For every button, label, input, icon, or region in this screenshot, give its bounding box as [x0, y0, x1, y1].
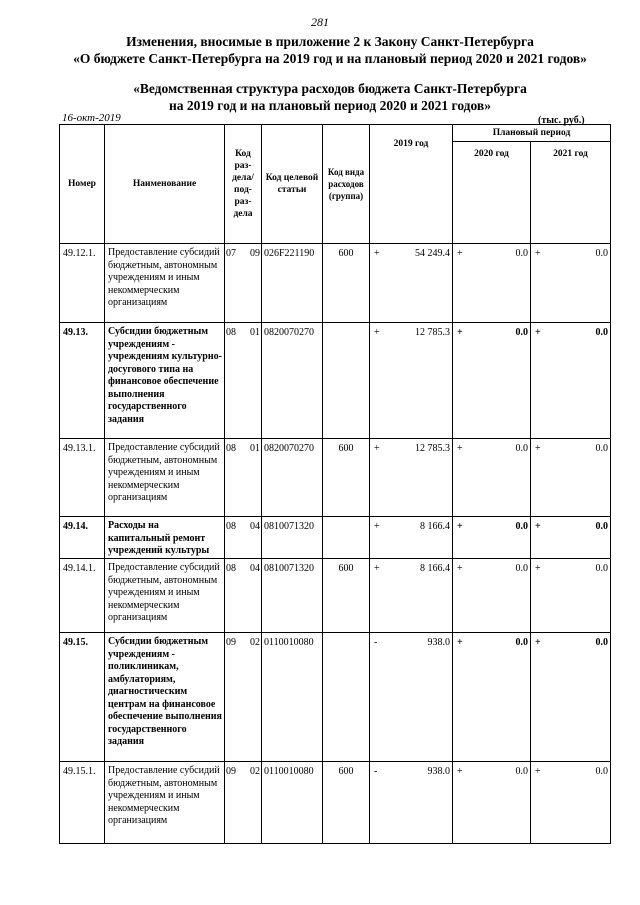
subsection-code: 01	[250, 443, 260, 454]
title-line-2: «О бюджете Санкт-Петербурга на 2019 год и на плановый период 2020 и 2021 годов»	[73, 51, 587, 66]
value-2021: 0.0	[595, 248, 608, 259]
row-2020-amount	[453, 762, 531, 844]
section-code: 08	[226, 563, 236, 574]
sign-2020: +	[457, 563, 463, 574]
value-2021: 0.0	[595, 563, 608, 574]
row-2019-amount	[370, 244, 453, 323]
row-section-code	[225, 439, 262, 517]
col-number-header: Номер	[60, 125, 105, 244]
sign-2019: +	[374, 327, 380, 338]
sign-2021: +	[535, 521, 541, 532]
row-2019-amount	[370, 762, 453, 844]
col-name-header: Наименование	[105, 125, 225, 244]
value-2020: 0.0	[515, 766, 528, 777]
value-2019: 12 785.3	[415, 443, 450, 454]
document-date: 16-окт-2019	[62, 112, 121, 124]
sign-2021: +	[535, 443, 541, 454]
value-2019: 938.0	[427, 766, 450, 777]
sign-2020: +	[457, 766, 463, 777]
value-2020: 0.0	[515, 248, 528, 259]
document-subtitle	[20, 80, 640, 114]
row-name: Субсидии бюджетным учреждениям - поликлиникам, амбулаториям, диагностическим центрам на финансовое обеспечение выполнения государственного задания	[105, 633, 225, 762]
subtitle-line-2: на 2019 год и на плановый период 2020 и 2021 годов»	[169, 98, 491, 113]
value-2020: 0.0	[515, 521, 528, 532]
row-type-code: 600	[323, 762, 370, 844]
row-section-code	[225, 762, 262, 844]
sign-2019: +	[374, 563, 380, 574]
sign-2020: +	[457, 443, 463, 454]
section-code: 08	[226, 521, 236, 532]
row-2020-amount	[453, 633, 531, 762]
table-row	[60, 762, 611, 844]
row-2021-amount	[531, 323, 611, 439]
col-type-header: Код вида расходов (группа)	[323, 125, 370, 244]
subsection-code: 01	[250, 327, 260, 338]
value-2019: 12 785.3	[415, 327, 450, 338]
row-2019-amount	[370, 439, 453, 517]
row-target-code: 0810071320	[262, 559, 323, 633]
section-code: 09	[226, 637, 236, 648]
col-2020-header: 2020 год	[453, 142, 531, 244]
row-section-code	[225, 244, 262, 323]
value-2019: 54 249.4	[415, 248, 450, 259]
sign-2019: -	[374, 637, 378, 648]
row-type-code: 600	[323, 559, 370, 633]
section-code: 08	[226, 443, 236, 454]
value-2019: 8 166.4	[420, 521, 450, 532]
row-2020-amount	[453, 439, 531, 517]
row-2020-amount	[453, 517, 531, 559]
row-section-code	[225, 559, 262, 633]
row-2021-amount	[531, 633, 611, 762]
sign-2019: +	[374, 443, 380, 454]
value-2020: 0.0	[515, 327, 528, 338]
value-2020: 0.0	[515, 563, 528, 574]
row-target-code: 026F221190	[262, 244, 323, 323]
row-number: 49.15.	[60, 633, 105, 762]
row-target-code: 0820070270	[262, 439, 323, 517]
sign-2019: +	[374, 248, 380, 259]
sign-2021: +	[535, 637, 541, 648]
row-2020-amount	[453, 559, 531, 633]
value-2021: 0.0	[595, 327, 608, 338]
page-number: 281	[311, 15, 329, 29]
row-target-code: 0110010080	[262, 762, 323, 844]
row-2021-amount	[531, 517, 611, 559]
value-2020: 0.0	[515, 637, 528, 648]
value-2019: 8 166.4	[420, 563, 450, 574]
value-2021: 0.0	[595, 637, 608, 648]
sign-2021: +	[535, 327, 541, 338]
row-2021-amount	[531, 559, 611, 633]
row-2019-amount	[370, 517, 453, 559]
row-number: 49.14.	[60, 517, 105, 559]
sign-2020: +	[457, 327, 463, 338]
col-2019-header: 2019 год	[370, 125, 453, 244]
section-code: 09	[226, 766, 236, 777]
row-2019-amount	[370, 559, 453, 633]
table-body	[60, 244, 611, 844]
sign-2021: +	[535, 766, 541, 777]
row-2020-amount	[453, 323, 531, 439]
row-name: Предоставление субсидий бюджетным, автономным учреждениям и иным некоммерческим организациям	[105, 762, 225, 844]
value-2020: 0.0	[515, 443, 528, 454]
table-row	[60, 517, 611, 559]
row-section-code	[225, 633, 262, 762]
col-section-header: Код раз- дела/ под- раз- дела	[225, 125, 262, 244]
row-section-code	[225, 323, 262, 439]
row-2021-amount	[531, 439, 611, 517]
title-line-1: Изменения, вносимые в приложение 2 к Закону Санкт-Петербурга	[126, 34, 534, 49]
row-2019-amount	[370, 633, 453, 762]
row-type-code: 600	[323, 439, 370, 517]
subsection-code: 04	[250, 521, 260, 532]
col-planned-header: Плановый период	[453, 125, 611, 142]
sign-2020: +	[457, 521, 463, 532]
row-2020-amount	[453, 244, 531, 323]
row-number: 49.15.1.	[60, 762, 105, 844]
row-number: 49.14.1.	[60, 559, 105, 633]
row-target-code: 0820070270	[262, 323, 323, 439]
sign-2021: +	[535, 248, 541, 259]
col-2021-header: 2021 год	[531, 142, 611, 244]
section-code: 07	[226, 248, 236, 259]
row-section-code	[225, 517, 262, 559]
budget-table	[59, 124, 611, 844]
table-row	[60, 439, 611, 517]
sign-2020: +	[457, 248, 463, 259]
subtitle-line-1: «Ведомственная структура расходов бюджета Санкт-Петербурга	[133, 81, 527, 96]
row-type-code	[323, 633, 370, 762]
row-name: Расходы на капитальный ремонт учреждений культуры	[105, 517, 225, 559]
row-type-code	[323, 517, 370, 559]
document-title	[20, 33, 640, 67]
row-target-code: 0810071320	[262, 517, 323, 559]
value-2021: 0.0	[595, 766, 608, 777]
sign-2021: +	[535, 563, 541, 574]
table-row	[60, 633, 611, 762]
subsection-code: 04	[250, 563, 260, 574]
col-target-header: Код целевой статьи	[262, 125, 323, 244]
subsection-code: 09	[250, 248, 260, 259]
row-name: Субсидии бюджетным учреждениям - учреждениям культурно-досугового типа на финансовое обеспечение выполнения государственного задания	[105, 323, 225, 439]
value-2021: 0.0	[595, 443, 608, 454]
subsection-code: 02	[250, 766, 260, 777]
row-number: 49.12.1.	[60, 244, 105, 323]
sign-2019: +	[374, 521, 380, 532]
subsection-code: 02	[250, 637, 260, 648]
row-type-code	[323, 323, 370, 439]
row-2021-amount	[531, 762, 611, 844]
row-name: Предоставление субсидий бюджетным, автономным учреждениям и иным некоммерческим организациям	[105, 439, 225, 517]
sign-2019: -	[374, 766, 378, 777]
row-name: Предоставление субсидий бюджетным, автономным учреждениям и иным некоммерческим организациям	[105, 244, 225, 323]
row-name: Предоставление субсидий бюджетным, автономным учреждениям и иным некоммерческим организациям	[105, 559, 225, 633]
row-target-code: 0110010080	[262, 633, 323, 762]
row-number: 49.13.1.	[60, 439, 105, 517]
sign-2020: +	[457, 637, 463, 648]
row-number: 49.13.	[60, 323, 105, 439]
row-2021-amount	[531, 244, 611, 323]
value-2019: 938.0	[427, 637, 450, 648]
units-label: (тыс. руб.)	[538, 115, 585, 126]
section-code: 08	[226, 327, 236, 338]
table-row	[60, 323, 611, 439]
value-2021: 0.0	[595, 521, 608, 532]
row-2019-amount	[370, 323, 453, 439]
row-type-code: 600	[323, 244, 370, 323]
table-row	[60, 244, 611, 323]
table-row	[60, 559, 611, 633]
